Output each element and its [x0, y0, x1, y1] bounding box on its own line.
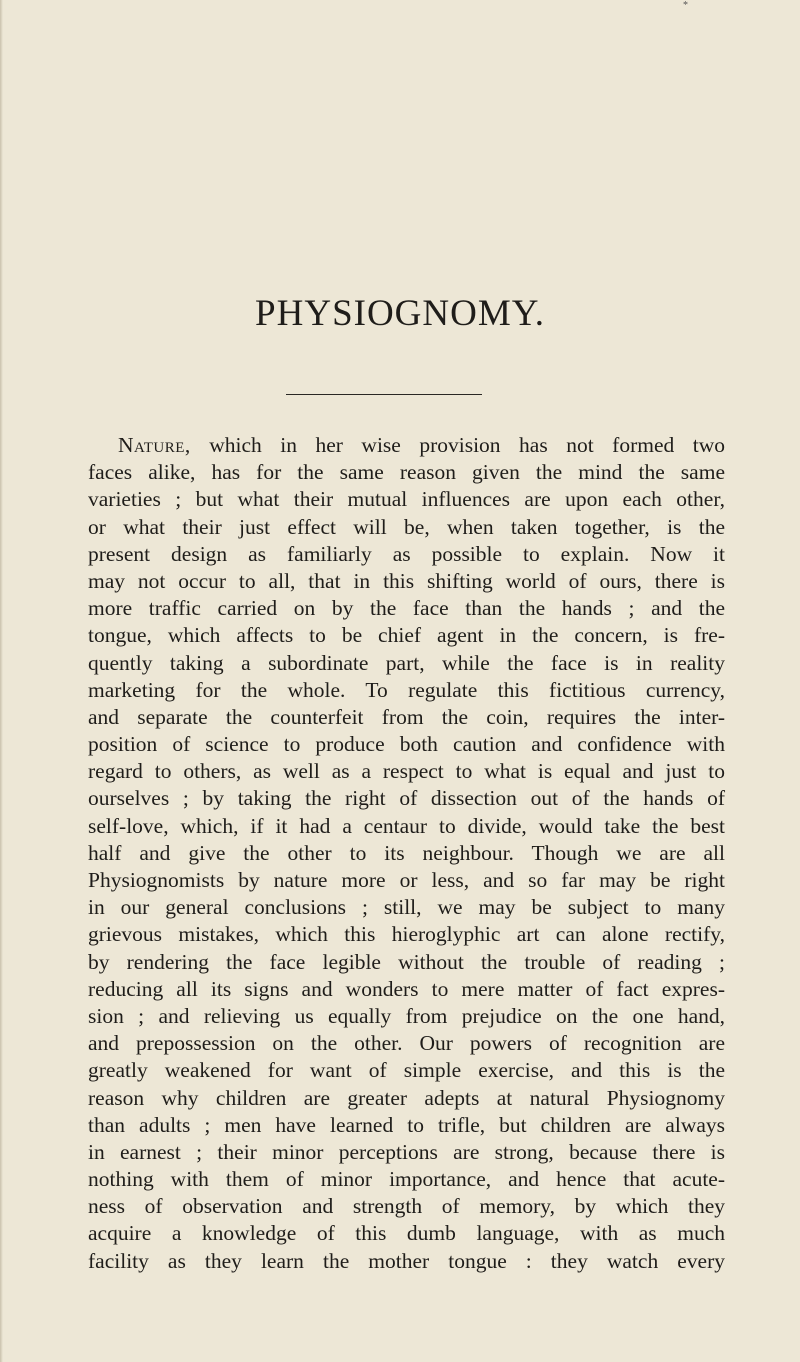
- text-line: facility as they learn the mother tongue : they watch every: [88, 1248, 725, 1273]
- text-line: sion ; and relieving us equally from prejudice on the one hand,: [88, 1003, 725, 1028]
- text-line: and prepossession on the other. Our powers of recognition are: [88, 1031, 725, 1056]
- text-line: [88, 432, 725, 459]
- text-line: ness of observation and strength of memory, by which they: [88, 1194, 725, 1219]
- text-line: in our general conclusions ; still, we may be subject to many: [88, 895, 725, 920]
- text-line: more traffic carried on by the face than the hands ; and the: [88, 596, 725, 621]
- title-rule: [286, 394, 482, 395]
- text-line: marketing for the whole. To regulate this fictitious currency,: [88, 677, 725, 702]
- opening-word: Nature,: [118, 433, 191, 457]
- text-line: by rendering the face legible without the trouble of reading ;: [88, 949, 725, 974]
- page-title: PHYSIOGNOMY.: [255, 293, 545, 334]
- text-line: may not occur to all, that in this shifting world of ours, there is: [88, 568, 725, 593]
- text-line: than adults ; men have learned to trifle, but children are always: [88, 1112, 725, 1137]
- text-line: self-love, which, if it had a centaur to divide, would take the best: [88, 813, 725, 838]
- text-line: grievous mistakes, which this hieroglyphic art can alone rectify,: [88, 922, 725, 947]
- text-line: in earnest ; their minor perceptions are strong, because there is: [88, 1139, 725, 1164]
- text-line: faces alike, has for the same reason given the mind the same: [88, 460, 725, 485]
- text-line: tongue, which affects to be chief agent in the concern, is fre-: [88, 623, 725, 648]
- text-line: reason why children are greater adepts at natural Physiognomy: [88, 1085, 725, 1110]
- text-line: present design as familiarly as possible to explain. Now it: [88, 541, 725, 566]
- text-line: Physiognomists by nature more or less, and so far may be right: [88, 868, 725, 892]
- text-line-content: which in her wise provision has not formed two: [190, 433, 725, 457]
- text-line: and separate the counterfeit from the coin, requires the inter-: [88, 704, 725, 729]
- text-line: greatly weakened for want of simple exercise, and this is the: [88, 1058, 725, 1083]
- text-line: varieties ; but what their mutual influences are upon each other,: [88, 487, 725, 512]
- text-line: or what their just effect will be, when taken together, is the: [88, 514, 725, 539]
- text-line: acquire a knowledge of this dumb language, with as much: [88, 1221, 725, 1246]
- printer-mark: *: [683, 0, 688, 11]
- body-paragraph: [88, 432, 725, 1275]
- text-line: ourselves ; by taking the right of dissection out of the hands of: [88, 786, 725, 811]
- page-edge: [0, 0, 3, 1362]
- text-line: nothing with them of minor importance, and hence that acute-: [88, 1167, 725, 1192]
- text-line: regard to others, as well as a respect to what is equal and just to: [88, 759, 725, 784]
- text-line: quently taking a subordinate part, while the face is in reality: [88, 650, 725, 675]
- text-line: reducing all its signs and wonders to mere matter of fact expres-: [88, 976, 725, 1001]
- text-line: half and give the other to its neighbour. Though we are all: [88, 840, 725, 865]
- text-line: position of science to produce both caution and confidence with: [88, 732, 725, 757]
